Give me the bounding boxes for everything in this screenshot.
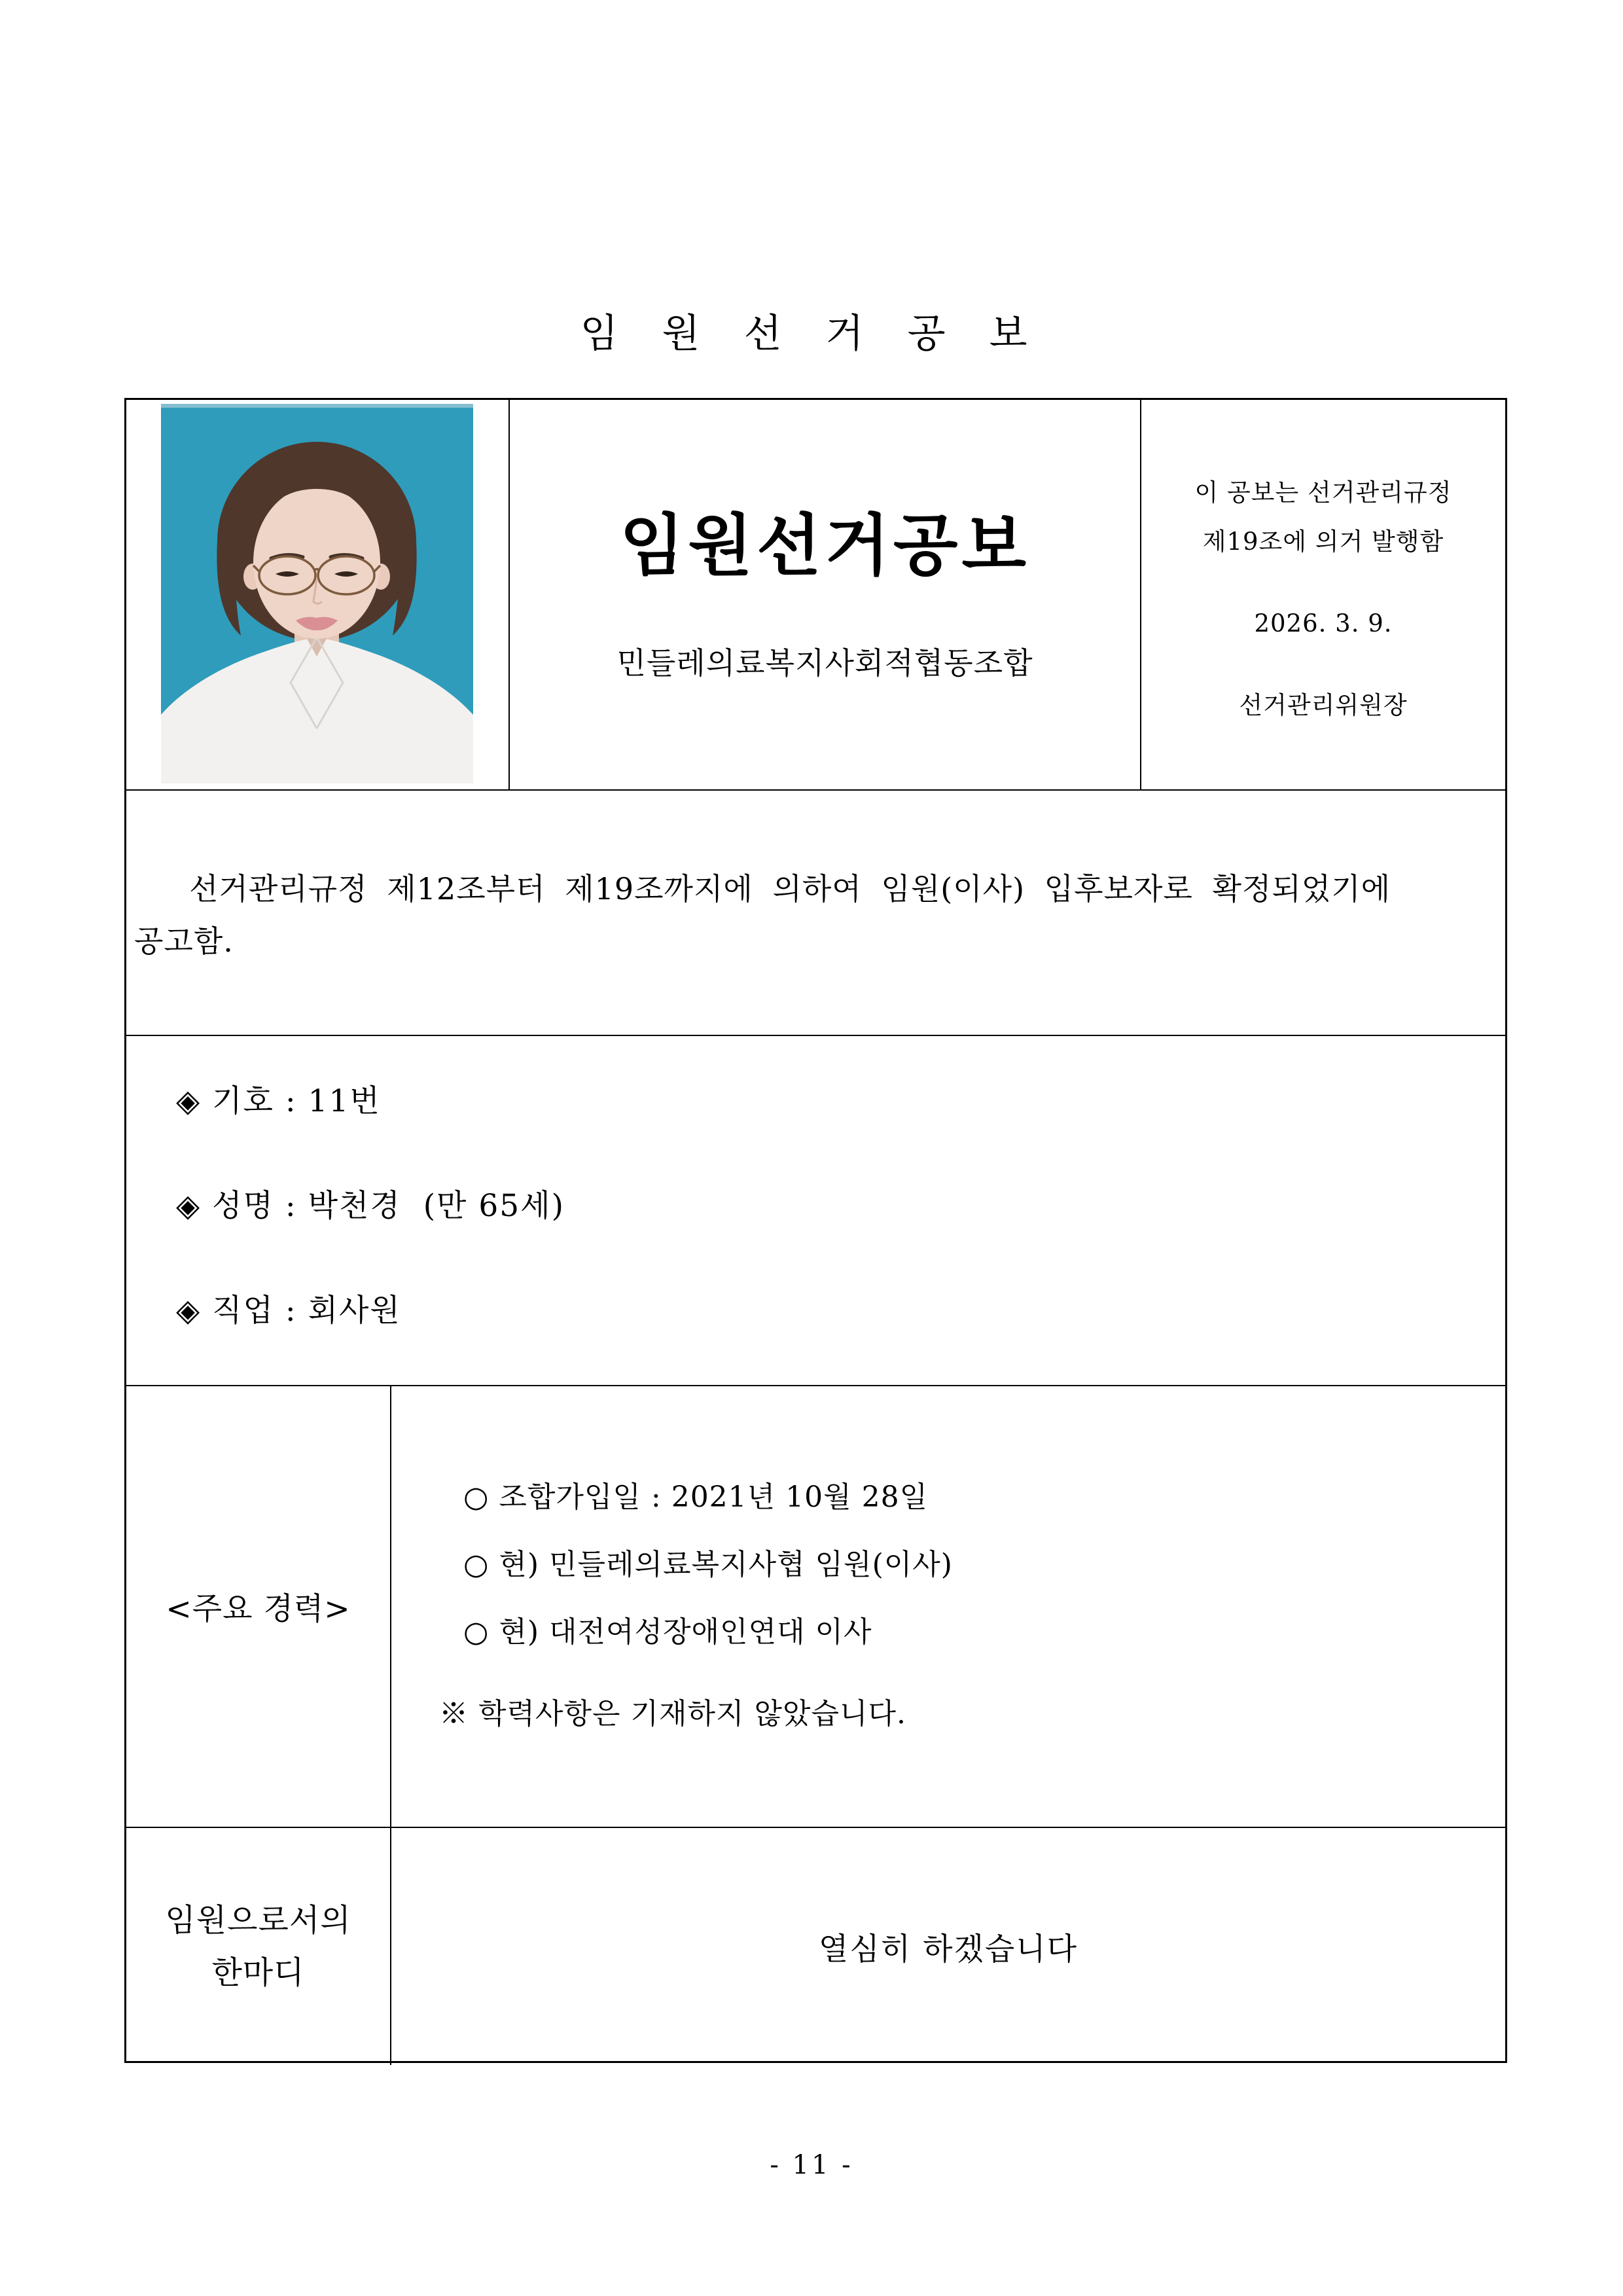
career-bullet-join-date: ○ 조합가입일 : 2021년 10월 28일 (463, 1480, 929, 1514)
message-label-line1: 임원으로서의 (165, 1902, 351, 1939)
title-cell (510, 400, 1141, 791)
candidate-message: 열심히 하겠습니다 (818, 1931, 1079, 1967)
page-title: 임 원 선 거 공 보 (580, 311, 1043, 357)
main-title: 임원선거공보 (619, 506, 1031, 585)
candidate-info-cell (126, 1036, 1505, 1386)
message-label-line2: 한마디 (211, 1954, 305, 1991)
career-label-cell (126, 1386, 391, 1828)
candidate-name-item: ◈ 성명 : 박천경 (만 65세) (176, 1188, 565, 1224)
career-education-note: ※ 학력사항은 기재하지 않았습니다. (439, 1697, 906, 1731)
career-bullet-coop-director: ○ 현) 민들레의료복지사협 임원(이사) (463, 1548, 953, 1581)
notice-table (124, 398, 1507, 2063)
announcement-line1: 선거관리규정 제12조부터 제19조까지에 의하여 임원(이사) 입후보자로 확정되었기에 (189, 871, 1391, 906)
issuance-cell (1141, 400, 1505, 791)
candidate-photo (161, 404, 473, 783)
org-name: 민들레의료복지사회적협동조합 (616, 645, 1033, 681)
portrait-illustration (161, 404, 473, 783)
issue-date: 2026. 3. 9. (1254, 609, 1393, 637)
career-content-cell (391, 1386, 1505, 1828)
issue-note-line2: 제19조에 의거 발행함 (1202, 528, 1444, 556)
issue-note-line1: 이 공보는 선거관리규정 (1194, 478, 1452, 507)
photo-cell (126, 400, 510, 791)
page-number: - 11 - (770, 2150, 853, 2180)
career-bullet-association-director: ○ 현) 대전여성장애인연대 이사 (463, 1615, 872, 1649)
announcement-cell (126, 791, 1505, 1036)
candidate-number-item: ◈ 기호 : 11번 (176, 1083, 381, 1119)
message-content-cell (391, 1828, 1505, 2065)
announcement-line2: 공고함. (134, 924, 234, 959)
candidate-job-item: ◈ 직업 : 회사원 (176, 1293, 401, 1329)
message-label-cell (126, 1828, 391, 2065)
career-label: <주요 경력> (166, 1591, 351, 1627)
issuer-title: 선거관리위원장 (1239, 691, 1408, 719)
portrait-face (253, 486, 380, 639)
